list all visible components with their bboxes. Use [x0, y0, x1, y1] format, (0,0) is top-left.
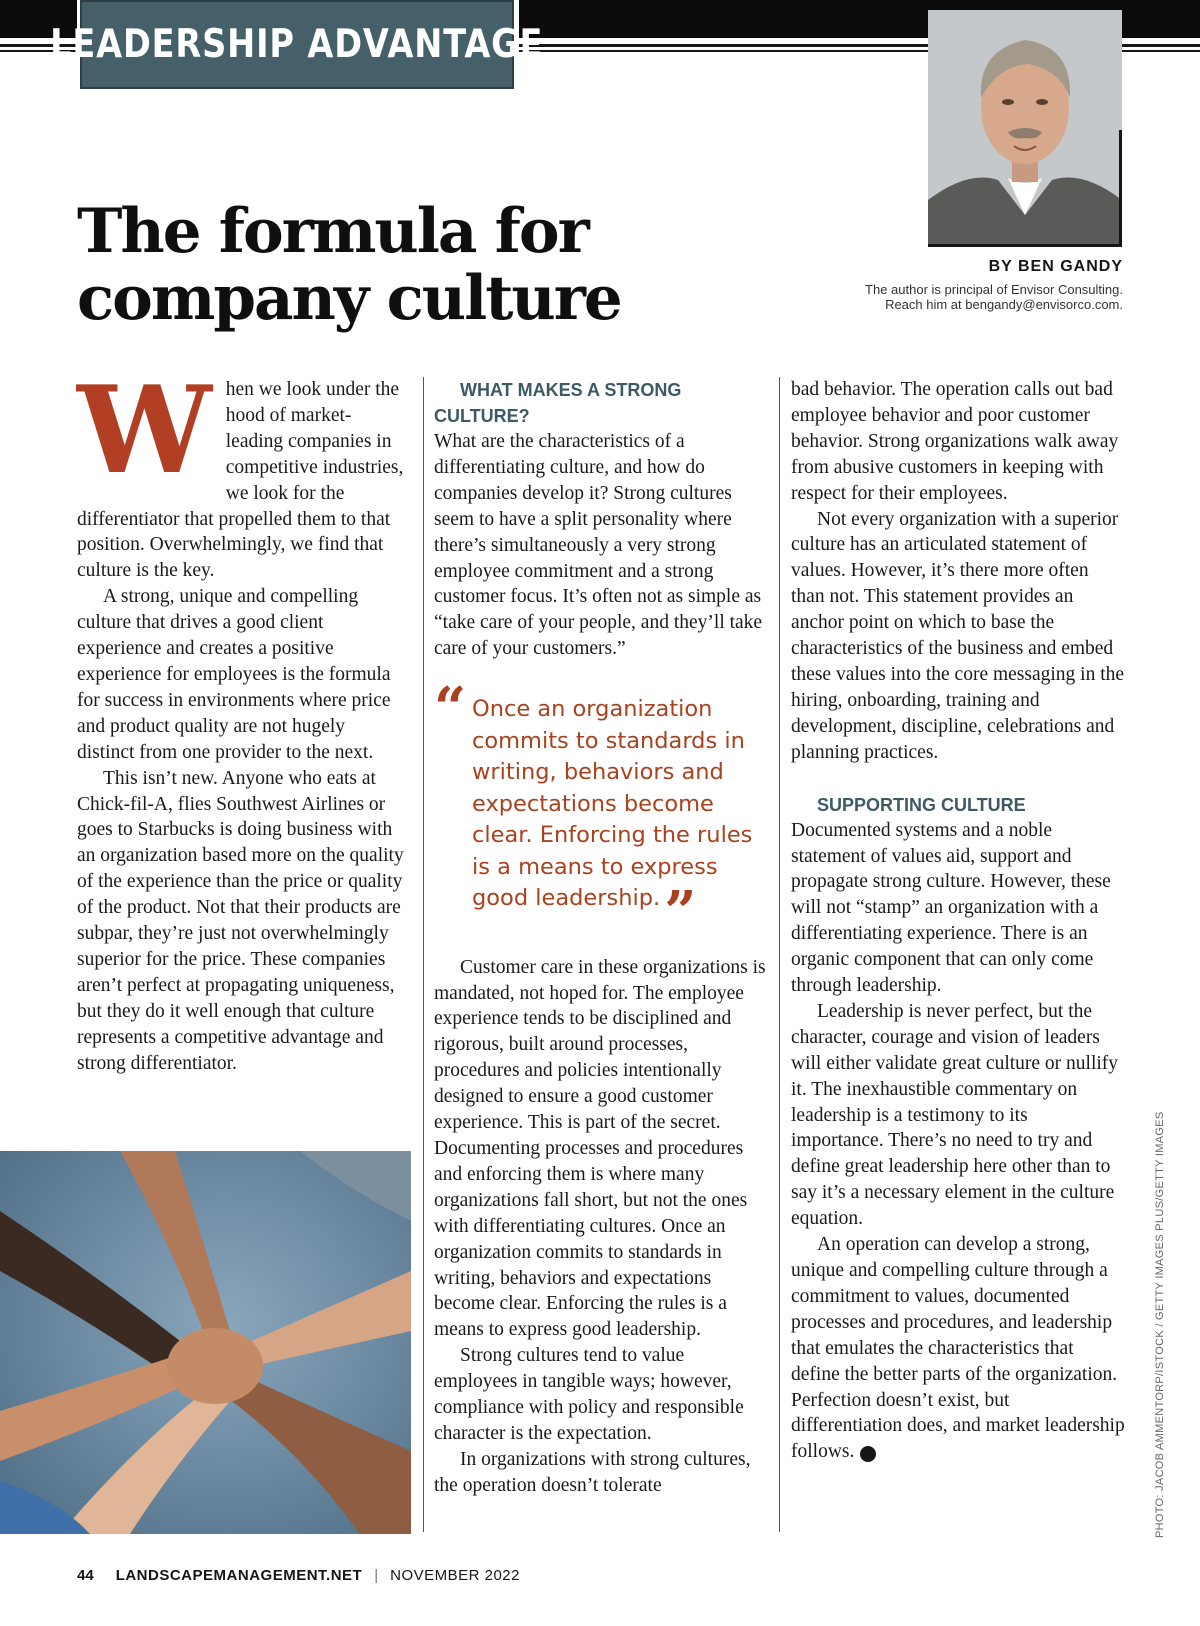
author-photo-image: [928, 10, 1122, 247]
paragraph: Strong cultures tend to value employees in tangible ways; however, compliance with policy and responsible character is the expectation.: [434, 1345, 744, 1444]
section-badge: [50, 0, 544, 93]
author-portrait: [928, 10, 1122, 247]
article-column-3: [791, 377, 1125, 1465]
hands-stacked-photo: [0, 1151, 411, 1534]
paragraph-text: An operation can develop a strong, unique and compelling culture through a commitment to values, documented processes and procedures, and leadership that emulates the characteristics that define the better parts of the organization. Perfection doesn’t exist, but differentiation does, and market leadership follows.: [791, 1234, 1125, 1463]
footer-site-link[interactable]: LANDSCAPEMANAGEMENT.NET: [115, 1567, 363, 1584]
paragraph: Leadership is never perfect, but the character, courage and vision of leaders will either validate great culture or nullify it. The inexhaustible commentary on leadership is a testimony to its importance. There’s no need to try and define great leadership here other than to say it’s a necessary element in the culture equation.: [791, 1000, 1119, 1230]
pull-quote-text: Once an organization commits to standards in writing, behaviors and expectations become clear. Enforcing the rules is a means to express good leadership.: [472, 696, 753, 912]
paragraph: What are the characteristics of a differentiating culture, and how do companies develop it? Strong cultures seem to have a split personality where there’s simultaneously a very strong employee commitment and a strong customer focus. It’s often not as simple as “take care of your people, and they’ll take care of your customers.”: [434, 431, 763, 660]
article-column-2: [434, 377, 768, 1499]
hands-photo-image: [0, 1151, 411, 1534]
end-mark-icon: LM: [860, 1446, 876, 1462]
paragraph: Not every organization with a superior culture has an articulated statement of values. However, it’s there more often than not. This statement provides an anchor point on which to base the characteristics of the business and embed these values into the core messaging in the hiring, onboarding, training and development, discipline, celebrations and planning practices.: [791, 508, 1125, 763]
section-label: LEADERSHIP ADVANTAGE: [50, 22, 544, 67]
headline-line-1: The formula for: [77, 196, 588, 267]
byline: BY BEN GANDY: [988, 258, 1123, 275]
column-divider-1: [423, 377, 424, 1532]
article-headline: [77, 198, 621, 332]
paragraph: Customer care in these organizations is mandated, not hoped for. The employee experience tends to be disciplined and rigorous, built around processes, procedures and policies intentionally designed to ensure a good customer experience. This is part of the secret. Documenting processes and procedures and enforcing them is where many organizations fall short, but not the ones with differentiating cultures. Once an organization commits to standards in writing, behaviors and expectations become clear. Enforcing the rules is a means to express good leadership.: [434, 956, 766, 1341]
headline-line-2: company culture: [77, 263, 621, 334]
photo-credit: PHOTO: JACOB AMMENTORP/ISTOCK / GETTY IMAGES PLUS/GETTY IMAGES: [1154, 1111, 1166, 1538]
issue-date: NOVEMBER 2022: [390, 1567, 520, 1584]
subhead: SUPPORTING CULTURE: [817, 794, 1026, 815]
column-divider-2: [779, 377, 780, 1532]
paragraph: Documented systems and a noble statement of values aid, support and propagate strong culture. However, these will not “stamp” an organization with a differentiating experience. There is an organic component that can only come through leadership.: [791, 819, 1111, 997]
paragraph: [791, 1232, 1125, 1465]
page-footer: [77, 1567, 520, 1584]
pull-quote: [434, 675, 768, 946]
paragraph: hen we look under the hood of market-leading companies in competitive industries, we look for the differentiator that propelled them to that position. Overwhelmingly, we find that culture is the key.: [77, 379, 404, 582]
drop-cap: W: [77, 360, 212, 501]
footer-separator: |: [374, 1567, 379, 1584]
paragraph: A strong, unique and compelling culture that drives a good client experience and creates a positive experience for employees is the formula for success in environments where price and product quality are not hugely distinct from one provider to the next.: [77, 586, 391, 763]
subhead: WHAT MAKES A STRONG CULTURE?: [434, 380, 682, 426]
paragraph: This isn’t new. Anyone who eats at Chick-fil-A, flies Southwest Airlines or goes to Starbucks is doing business with an organization based more on the quality of the experience than the price or quality of the product. Not that their products are subpar, they’re just not overwhelmingly superior for the price. These companies aren’t perfect at propagating uniqueness, but they do it well enough that culture represents a competitive advantage and strong differentiator.: [77, 767, 404, 1074]
close-quote-mark: ”: [664, 879, 697, 946]
author-note: The author is principal of Envisor Consulting. Reach him at bengandy@envisorco.com.: [865, 282, 1123, 312]
paragraph: bad behavior. The operation calls out bad employee behavior and poor customer behavior. Strong organizations walk away from abusive customers in keeping with respect for their employees.: [791, 379, 1119, 504]
page-number: 44: [77, 1567, 94, 1584]
open-quote-mark: “: [434, 675, 467, 742]
paragraph: In organizations with strong cultures, the operation doesn’t tolerate: [434, 1448, 751, 1496]
article-column-1: [77, 360, 407, 1076]
